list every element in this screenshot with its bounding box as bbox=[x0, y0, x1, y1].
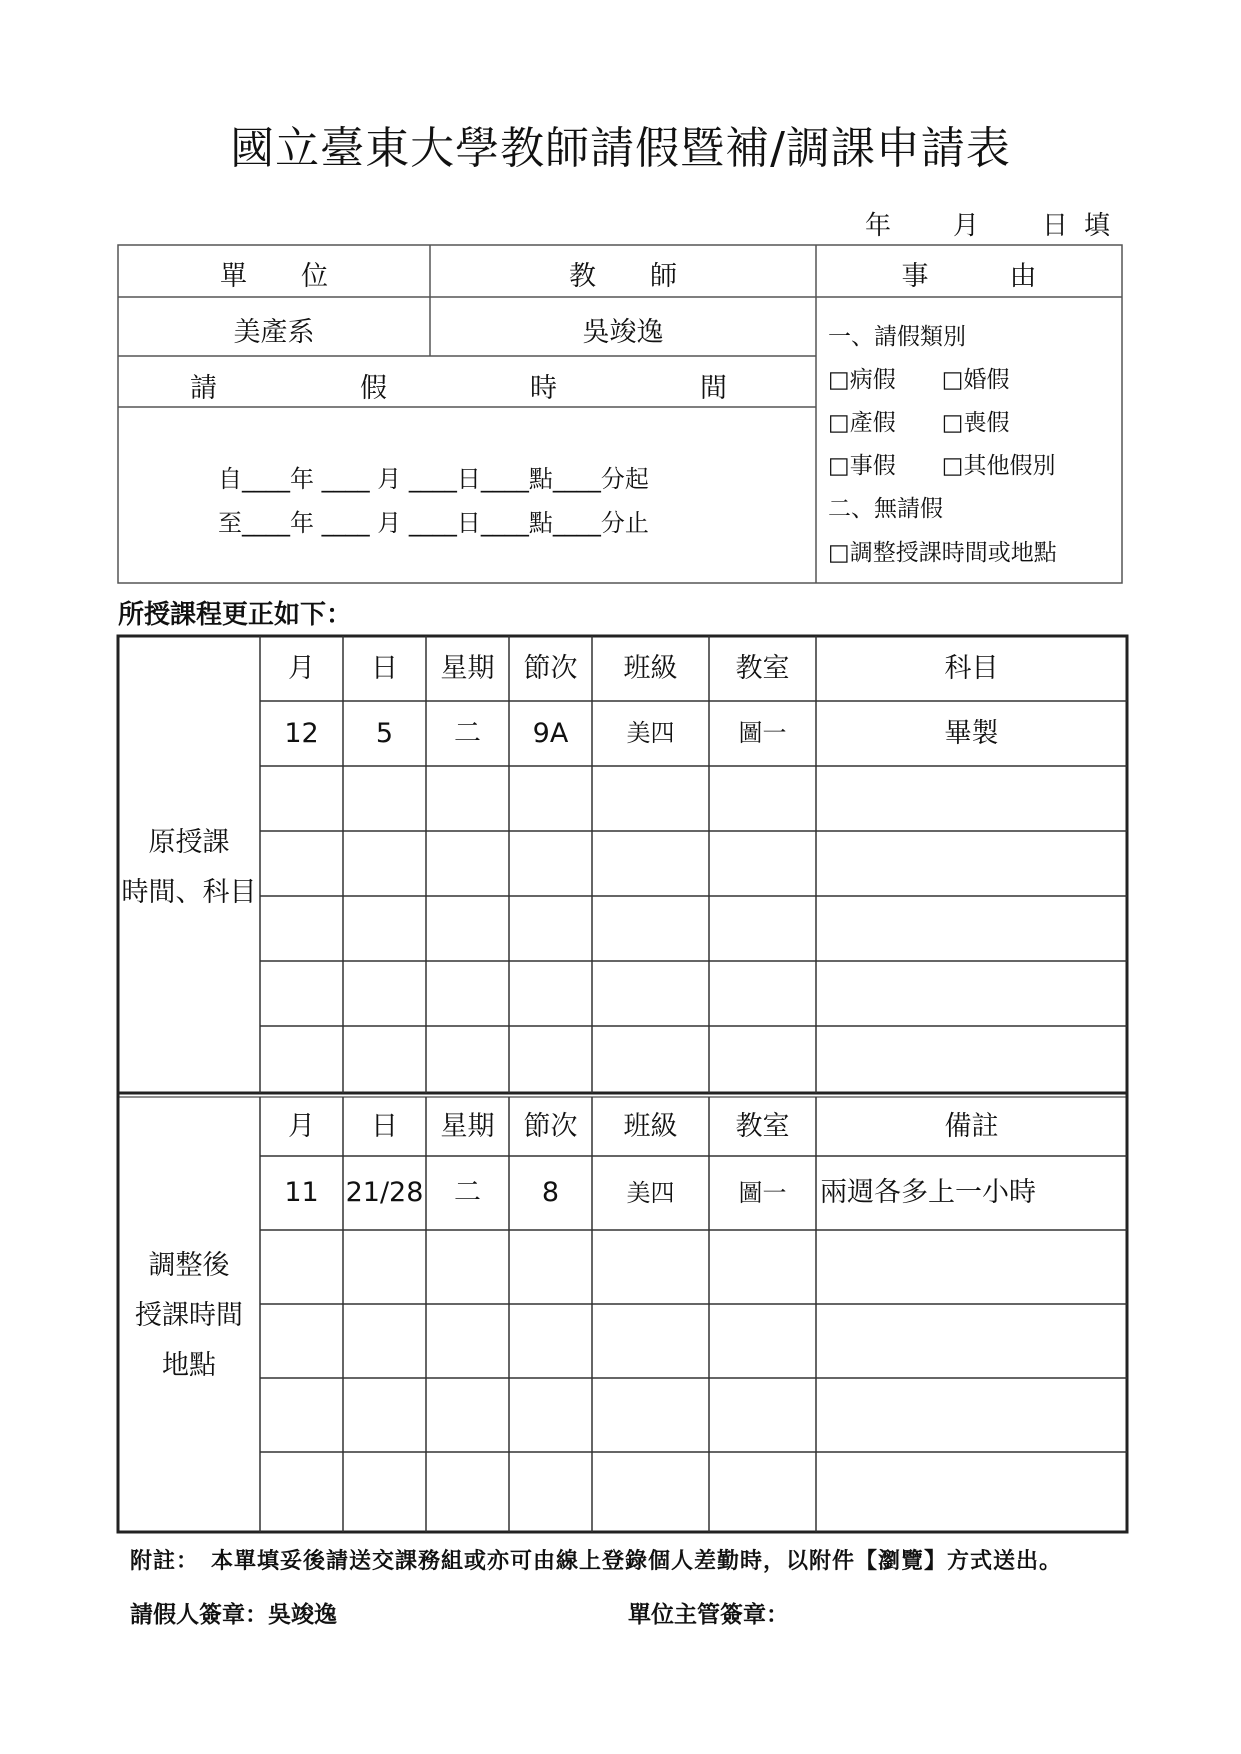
adjusted-table-cell bbox=[509, 1378, 592, 1452]
original-table-cell bbox=[509, 961, 592, 1026]
adjusted-table-cell bbox=[343, 1230, 426, 1304]
adjusted-table-cell bbox=[260, 1378, 343, 1452]
original-table-cell: 5 bbox=[375, 718, 394, 749]
original-header-cell: 教室 bbox=[735, 653, 790, 684]
original-table-cell bbox=[343, 831, 426, 896]
original-table-cell bbox=[509, 896, 592, 961]
adjusted-table-cell bbox=[709, 1230, 816, 1304]
adjusted-table-cell bbox=[426, 1452, 509, 1532]
adjusted-table-cell bbox=[343, 1304, 426, 1378]
adjusted-table-cell: 二 bbox=[454, 1177, 481, 1208]
original-table-cell bbox=[592, 896, 709, 961]
adjusted-header-cell: 班級 bbox=[623, 1111, 678, 1142]
adjusted-row-label bbox=[118, 1241, 260, 1391]
applicant-signature: 請假人簽章：吳竣逸 bbox=[130, 1602, 337, 1628]
reason-line-no-leave: 二、無請假 bbox=[828, 496, 943, 522]
original-table-cell bbox=[816, 896, 1127, 961]
original-table-cell bbox=[260, 961, 343, 1026]
original-table-cell: 9A bbox=[532, 718, 569, 749]
original-table-cell: 美四 bbox=[626, 719, 675, 747]
adjusted-table-cell: 圖一 bbox=[738, 1179, 787, 1207]
original-table-cell bbox=[260, 766, 343, 831]
section-heading: 所授課程更正如下： bbox=[118, 600, 353, 630]
unit-header: 單 位 bbox=[220, 261, 328, 292]
original-row-label-line: 時間、科目 bbox=[121, 877, 257, 908]
adjusted-table-cell bbox=[816, 1378, 1131, 1452]
leave-time-header-char: 假 bbox=[360, 373, 387, 404]
adjusted-table-cell bbox=[592, 1378, 709, 1452]
original-table-cell bbox=[509, 766, 592, 831]
original-table-cell bbox=[709, 831, 816, 896]
original-header-cell: 星期 bbox=[440, 653, 495, 684]
original-table-cell bbox=[592, 766, 709, 831]
original-table-cell bbox=[509, 1026, 592, 1093]
date-suffix-label: 填 bbox=[1084, 211, 1111, 241]
adjusted-table-cell bbox=[260, 1230, 343, 1304]
adjusted-table-cell bbox=[709, 1304, 816, 1378]
adjusted-table-cell bbox=[592, 1452, 709, 1532]
original-table-cell bbox=[343, 961, 426, 1026]
adjusted-header-cell: 日 bbox=[371, 1111, 398, 1142]
original-table-cell bbox=[592, 831, 709, 896]
original-header-cell: 節次 bbox=[523, 653, 578, 684]
original-table-cell bbox=[816, 766, 1127, 831]
adjusted-table-cell: 11 bbox=[284, 1177, 319, 1208]
adjusted-table-cell bbox=[709, 1452, 816, 1532]
original-table-cell bbox=[260, 896, 343, 961]
reason-line-leave-type: 一、請假類別 bbox=[828, 324, 966, 350]
date-day-label: 日 bbox=[1042, 211, 1069, 241]
date-year-label: 年 bbox=[865, 211, 892, 241]
original-table-cell bbox=[343, 1026, 426, 1093]
adjusted-row-label-line: 調整後 bbox=[148, 1250, 230, 1281]
original-table-cell bbox=[343, 766, 426, 831]
original-table-cell bbox=[816, 831, 1127, 896]
original-table-cell bbox=[426, 1026, 509, 1093]
page-title: 國立臺東大學教師請假暨補/調課申請表 bbox=[230, 123, 1011, 174]
original-table-cell bbox=[709, 1026, 816, 1093]
reason-line-maternity-funeral: □產假 □喪假 bbox=[828, 410, 1010, 436]
leave-time-header-char: 時 bbox=[530, 373, 557, 404]
adjusted-table-cell bbox=[592, 1304, 709, 1378]
adjusted-row-label-line: 授課時間 bbox=[135, 1300, 243, 1331]
adjusted-header-cell: 備註 bbox=[944, 1111, 999, 1142]
teacher-header: 教 師 bbox=[569, 261, 677, 292]
original-table-cell bbox=[709, 961, 816, 1026]
original-header-cell: 月 bbox=[288, 653, 315, 684]
adjusted-table-cell bbox=[816, 1304, 1131, 1378]
reason-header: 事 由 bbox=[901, 261, 1037, 292]
original-table-cell: 畢製 bbox=[944, 718, 999, 749]
adjusted-table-cell bbox=[816, 1452, 1131, 1532]
adjusted-table-cell: 8 bbox=[541, 1177, 560, 1208]
adjusted-table-cell: 兩週各多上一小時 bbox=[820, 1177, 1036, 1208]
original-table-cell bbox=[816, 1026, 1127, 1093]
adjusted-table-cell bbox=[343, 1452, 426, 1532]
adjusted-table-cell: 美四 bbox=[626, 1179, 675, 1207]
leave-from-line: 自____年 ____ 月 ____日____點____分起 bbox=[218, 465, 649, 493]
adjusted-header-cell: 教室 bbox=[735, 1111, 790, 1142]
original-table-cell: 12 bbox=[284, 718, 319, 749]
original-table-cell: 圖一 bbox=[738, 719, 787, 747]
original-header-cell: 日 bbox=[371, 653, 398, 684]
adjusted-table-cell bbox=[260, 1452, 343, 1532]
original-header-cell: 科目 bbox=[944, 653, 999, 684]
adjusted-table-cell bbox=[592, 1230, 709, 1304]
footer-note: 附註： 本單填妥後請送交課務組或亦可由線上登錄個人差勤時，以附件【瀏覽】方式送出。 bbox=[130, 1549, 1063, 1574]
adjusted-row-label-line: 地點 bbox=[162, 1350, 216, 1381]
original-table-cell bbox=[426, 961, 509, 1026]
adjusted-table-cell bbox=[426, 1378, 509, 1452]
original-table-cell bbox=[509, 831, 592, 896]
adjusted-table-cell bbox=[426, 1304, 509, 1378]
original-table-cell bbox=[260, 1026, 343, 1093]
leave-to-line: 至____年 ____ 月 ____日____點____分止 bbox=[218, 509, 649, 537]
original-table-cell bbox=[426, 766, 509, 831]
adjusted-table-cell bbox=[426, 1230, 509, 1304]
original-table-cell bbox=[709, 766, 816, 831]
original-table-cell bbox=[709, 896, 816, 961]
leave-time-header-char: 請 bbox=[190, 373, 217, 404]
adjusted-table-cell bbox=[709, 1378, 816, 1452]
original-row-label-line: 原授課 bbox=[148, 827, 230, 858]
original-header-cell: 班級 bbox=[623, 653, 678, 684]
teacher-value: 吳竣逸 bbox=[582, 317, 664, 348]
reason-line-sick-marriage: □病假 □婚假 bbox=[828, 367, 1010, 393]
date-month-label: 月 bbox=[953, 211, 980, 241]
adjusted-table-cell bbox=[509, 1230, 592, 1304]
adjusted-table-cell bbox=[343, 1378, 426, 1452]
adjusted-table-cell: 21/28 bbox=[345, 1177, 424, 1208]
original-table-cell bbox=[426, 896, 509, 961]
original-table-cell bbox=[816, 961, 1127, 1026]
adjusted-header-cell: 月 bbox=[288, 1111, 315, 1142]
reason-line-adjust-time: □調整授課時間或地點 bbox=[828, 540, 1057, 566]
reason-line-personal-other: □事假 □其他假別 bbox=[828, 453, 1056, 479]
original-table-cell bbox=[426, 831, 509, 896]
adjusted-header-cell: 節次 bbox=[523, 1111, 578, 1142]
original-row-label bbox=[118, 818, 260, 918]
original-table-cell bbox=[343, 896, 426, 961]
leave-time-header-char: 間 bbox=[700, 373, 727, 404]
supervisor-signature: 單位主管簽章： bbox=[628, 1602, 789, 1628]
adjusted-table-cell bbox=[509, 1452, 592, 1532]
original-table-cell: 二 bbox=[454, 718, 481, 749]
original-table-cell bbox=[592, 961, 709, 1026]
unit-value: 美產系 bbox=[233, 317, 315, 348]
original-table-cell bbox=[592, 1026, 709, 1093]
adjusted-table-cell bbox=[816, 1230, 1131, 1304]
adjusted-header-cell: 星期 bbox=[440, 1111, 495, 1142]
adjusted-table-cell bbox=[260, 1304, 343, 1378]
adjusted-table-cell bbox=[509, 1304, 592, 1378]
original-table-cell bbox=[260, 831, 343, 896]
